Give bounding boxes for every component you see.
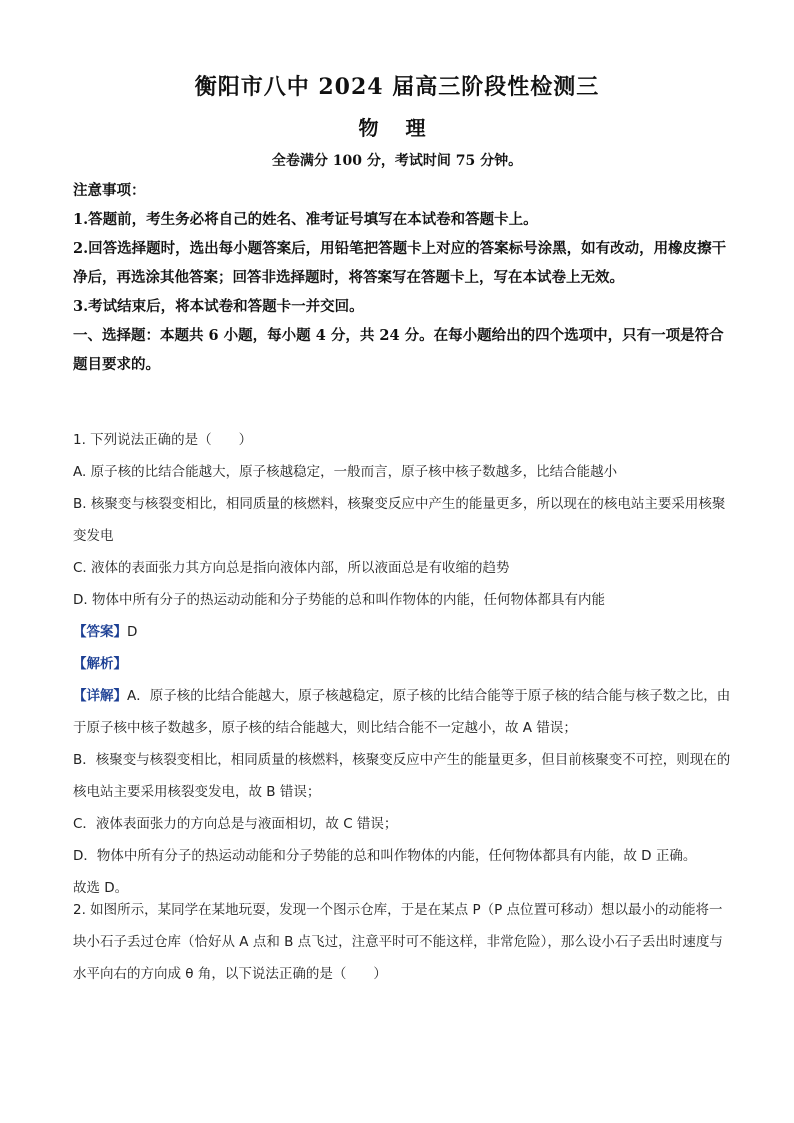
answer-value: D xyxy=(127,624,138,640)
answer-line xyxy=(73,616,733,648)
option-a: A. 原子核的比结合能越大，原子核越稳定，一般而言，原子核中核子数越多，比结合能越小 xyxy=(73,464,618,480)
question-stem: 1. 下列说法正确的是（ ） xyxy=(73,432,253,448)
detail-line xyxy=(73,680,733,744)
question-stem: 2. 如图所示，某同学在某地玩耍，发现一个图示仓库，于是在某点 P（P 点位置可移动）想以最小的动能将一块小石子丢过仓库（恰好从 A 点和 B 点飞过，注意平时可不能这样，非常危险），那么设小石子丢出时速度与水平向右的方向成 θ 角，以下说法正确的是（ ） xyxy=(73,902,723,982)
analysis-line xyxy=(73,648,733,680)
exam-meta: 全卷满分 100 分，考试时间 75 分钟。 xyxy=(271,153,523,169)
detail-line: D．物体中所有分子的热运动动能和分子势能的总和叫作物体的内能，任何物体都具有内能，故 D 正确。 xyxy=(73,848,697,864)
option-b: B. 核聚变与核裂变相比，相同质量的核燃料，核聚变反应中产生的能量更多，所以现在的核电站主要采用核聚变发电 xyxy=(73,496,726,544)
option-d: D. 物体中所有分子的热运动动能和分子势能的总和叫作物体的内能，任何物体都具有内能 xyxy=(73,592,605,608)
subject-title: 物 理 xyxy=(358,116,436,140)
exam-title: 衡阳市八中 2024 届高三阶段性检测三 xyxy=(194,74,600,100)
detail-line: C．液体表面张力的方向总是与液面相切，故 C 错误； xyxy=(73,816,398,832)
detail-text: A．原子核的比结合能越大，原子核越稳定，原子核的比结合能等于原子核的结合能与核子数之比，由于原子核中核子数越多，原子核的结合能越大，则比结合能不一定越小，故 A 错误； xyxy=(73,688,731,736)
detail-line: B．核聚变与核裂变相比，相同质量的核燃料，核聚变反应中产生的能量更多，但目前核聚变不可控，则现在的核电站主要采用核裂变发电，故 B 错误； xyxy=(73,752,731,800)
question-1 xyxy=(73,424,733,904)
notice-item: 3.考试结束后，将本试卷和答题卡一并交回。 xyxy=(73,298,364,315)
notice-item: 2.回答选择题时，选出每小题答案后，用铅笔把答题卡上对应的答案标号涂黑，如有改动，用橡皮擦干净后，再选涂其他答案；回答非选择题时，将答案写在答题卡上，写在本试卷上无效。 xyxy=(73,240,727,286)
notice-heading: 注意事项： xyxy=(73,182,146,199)
answer-tag: 【答案】 xyxy=(73,624,127,640)
option-c: C. 液体的表面张力其方向总是指向液体内部，所以液面总是有收缩的趋势 xyxy=(73,560,510,576)
notice-item: 1.答题前，考生务必将自己的姓名、准考证号填写在本试卷和答题卡上。 xyxy=(73,211,538,228)
detail-tag: 【详解】 xyxy=(73,688,127,704)
analysis-tag: 【解析】 xyxy=(73,656,127,672)
notice-block xyxy=(73,176,733,379)
detail-line: 故选 D。 xyxy=(73,880,129,896)
section-heading: 一、选择题：本题共 6 小题，每小题 4 分，共 24 分。在每小题给出的四个选项中，只有一项是符合题目要求的。 xyxy=(73,327,724,373)
question-2 xyxy=(73,894,733,990)
